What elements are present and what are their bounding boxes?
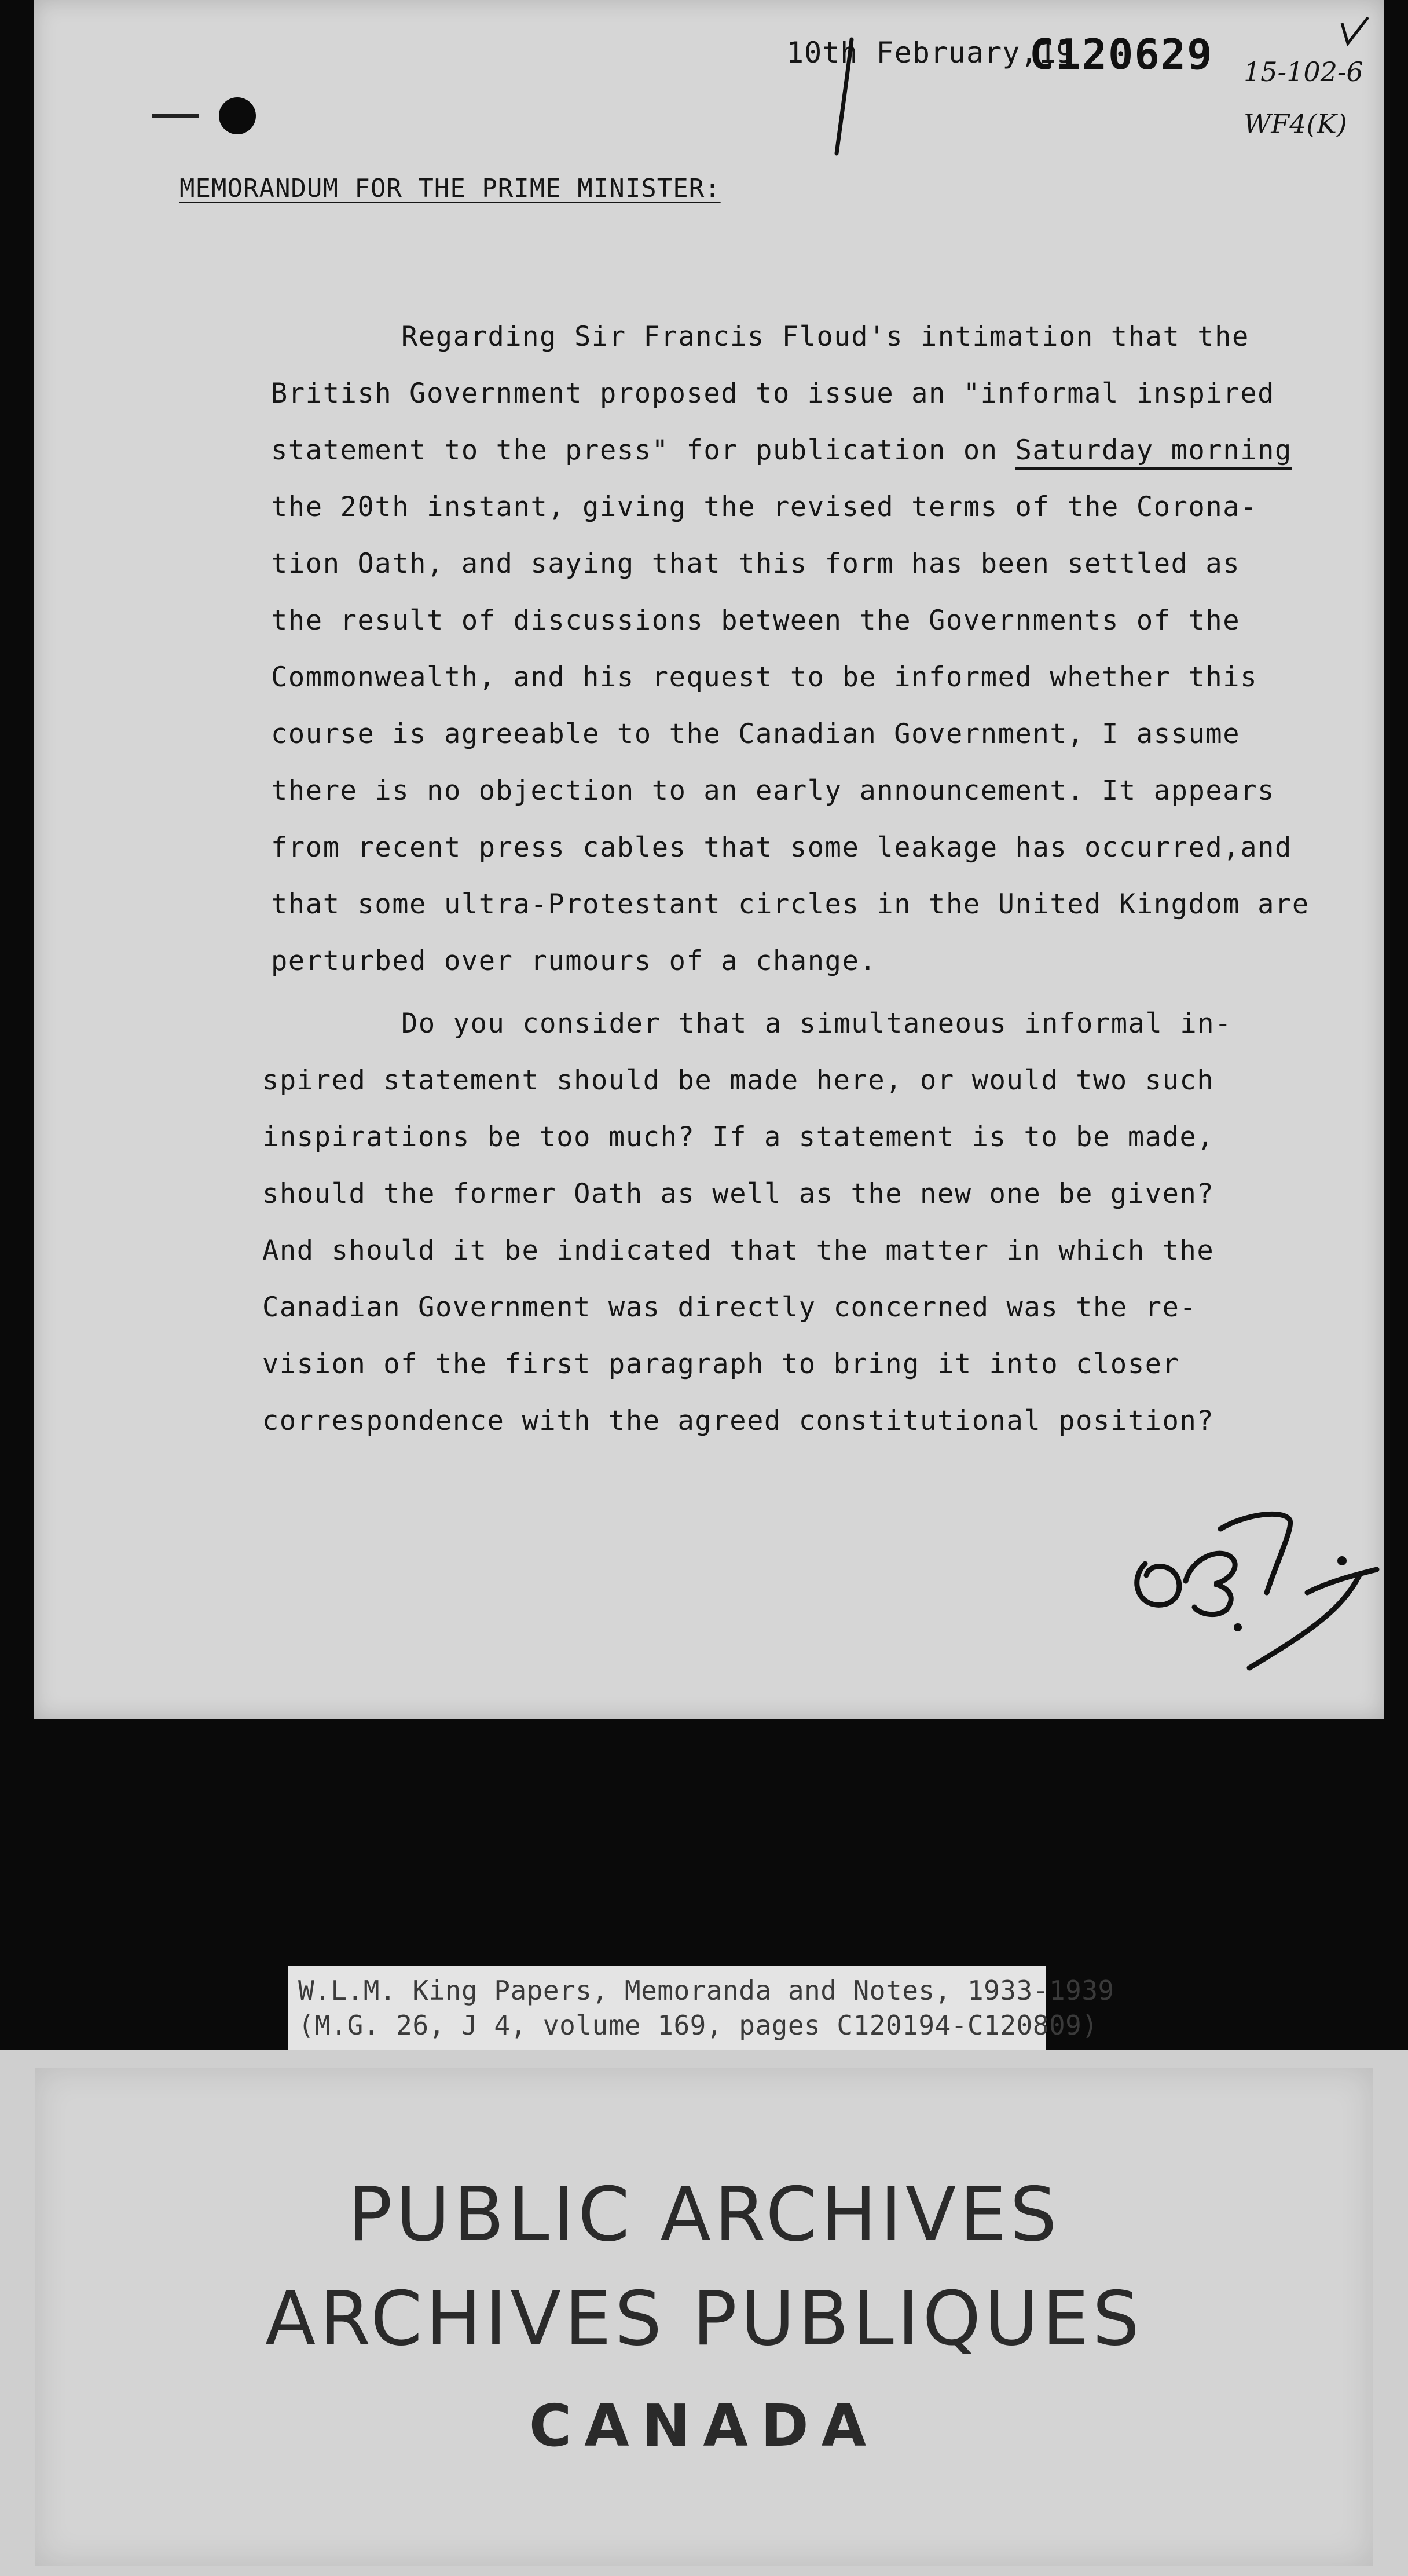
archives-country: CANADA (529, 2392, 879, 2460)
text-line: Canadian Government was directly concerned was the re- (262, 1291, 1197, 1323)
text-line: perturbed over rumours of a change. (271, 945, 877, 977)
text-line: should the former Oath as well as the new one be given? (262, 1178, 1215, 1210)
memo-heading: MEMORANDUM FOR THE PRIME MINISTER: (179, 174, 721, 203)
text-line: And should it be indicated that the matter in which the (262, 1235, 1215, 1267)
file-ref-line-1: 15-102-6 (1244, 56, 1363, 87)
text-line (271, 433, 1292, 468)
text-line: from recent press cables that some leakage has occurred,and (271, 832, 1292, 863)
underlined-phrase: Saturday morning (1015, 434, 1292, 466)
text-line: British Government proposed to issue an "informal inspired (271, 378, 1275, 409)
text-line: Regarding Sir Francis Floud's intimation that the (401, 321, 1249, 353)
handwritten-signature (1122, 1494, 1388, 1679)
archives-stamp-panel (0, 2050, 1408, 2576)
archives-title-french: ARCHIVES PUBLIQUES (265, 2276, 1143, 2362)
text-line: inspirations be too much? If a statement is to be made, (262, 1121, 1215, 1153)
text-segment: statement to the press" for publication on (271, 434, 998, 466)
text-line: the result of discussions between the Governments of the (271, 605, 1241, 636)
punch-mark (152, 114, 199, 118)
text-line: tion Oath, and saying that this form has been settled as (271, 548, 1241, 580)
text-line: there is no objection to an early announcement. It appears (271, 775, 1275, 807)
citation-line-2: (M.G. 26, J 4, volume 169, pages C120194-C120809) (298, 2010, 1098, 2041)
archives-title-english: PUBLIC ARCHIVES (347, 2172, 1061, 2258)
text-line: Do you consider that a simultaneous informal in- (401, 1008, 1233, 1040)
handwritten-file-reference (1232, 17, 1371, 156)
citation-label (288, 1966, 1114, 2063)
text-line: vision of the first paragraph to bring it into closer (262, 1348, 1180, 1380)
text-line: that some ultra-Protestant circles in the United Kingdom are (271, 888, 1310, 920)
text-line: correspondence with the agreed constitutional position? (262, 1405, 1215, 1437)
file-ref-line-2: WF4(K) (1244, 108, 1347, 140)
handwritten-tick-mark (830, 35, 859, 162)
memo-date: 10th February,19 (786, 36, 1075, 69)
memo-page (34, 0, 1384, 1719)
document-number: C120629 (1029, 30, 1213, 79)
text-line: the 20th instant, giving the revised terms of the Corona- (271, 491, 1258, 523)
hole-punch-mark (219, 97, 256, 134)
text-line: course is agreeable to the Canadian Government, I assume (271, 718, 1241, 750)
archives-card (35, 2068, 1373, 2566)
text-line: Commonwealth, and his request to be informed whether this (271, 661, 1258, 693)
citation-line-1: W.L.M. King Papers, Memoranda and Notes, 1933-1939 (298, 1975, 1114, 2006)
text-line: spired statement should be made here, or would two such (262, 1064, 1215, 1096)
